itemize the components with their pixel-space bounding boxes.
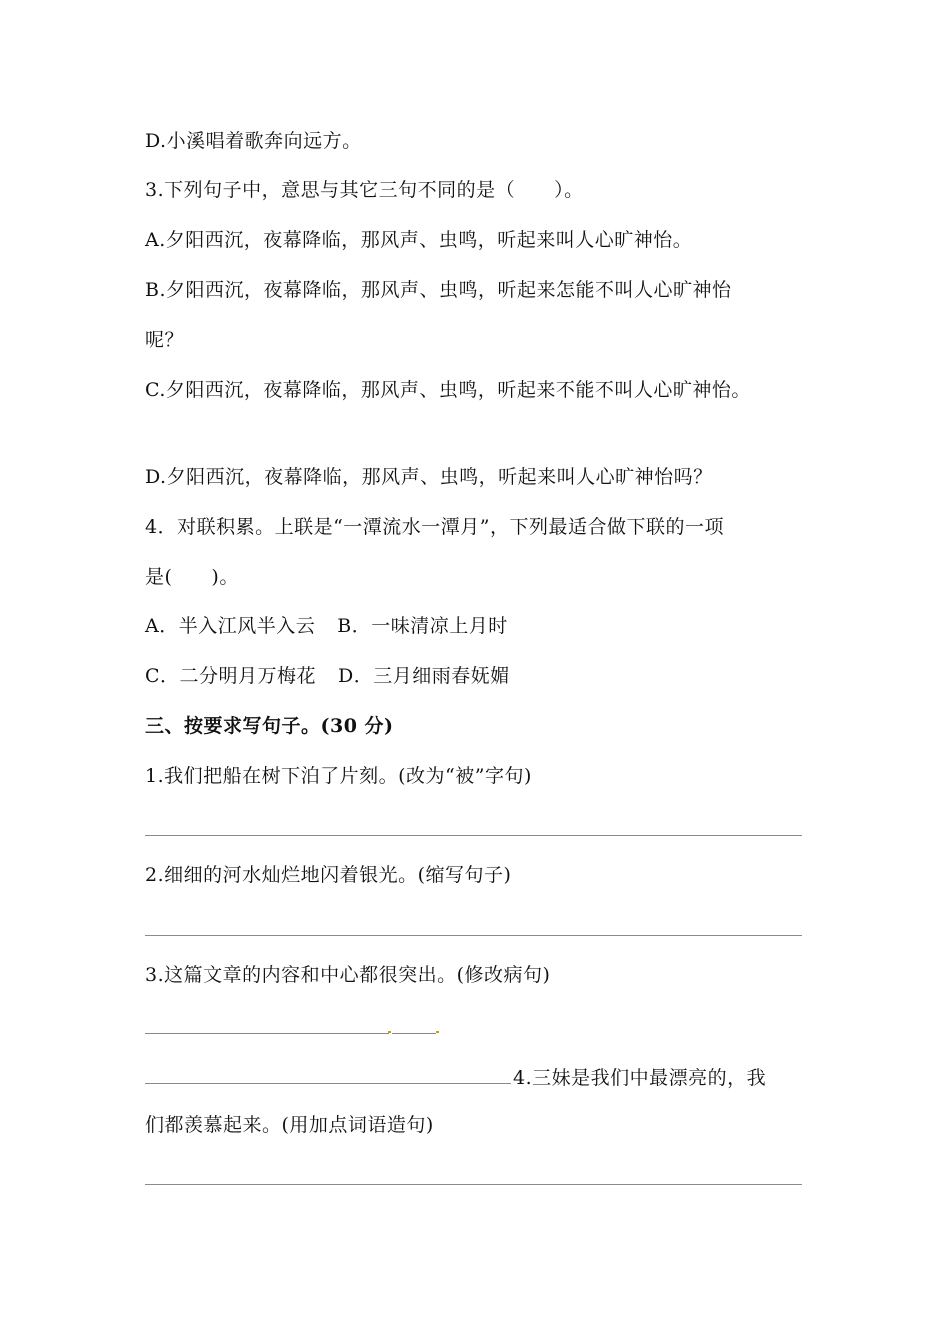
q4-options-row1	[145, 614, 508, 638]
edit-mark	[436, 1031, 439, 1033]
q4-option-d: D．三月细雨春妩媚	[338, 665, 510, 687]
q4-option-a: A．半入江风半入云	[145, 615, 316, 637]
q3-option-b-line1: B.夕阳西沉，夜幕降临，那风声、虫鸣，听起来怎能不叫人心旷神怡	[145, 279, 732, 301]
q4-option-b: B．一味清凉上月时	[337, 615, 508, 637]
q4-option-c: C．二分明月万梅花	[145, 665, 317, 687]
q3-option-c: C.夕阳西沉，夜幕降临，那风声、虫鸣，听起来不能不叫人心旷神怡。	[145, 379, 751, 401]
q3-option-a: A.夕阳西沉，夜幕降临，那风声、虫鸣，听起来叫人心旷神怡。	[145, 229, 693, 251]
section-3-item-1: 1.我们把船在树下泊了片刻。(改为“被”字句)	[145, 765, 532, 787]
answer-line-4[interactable]	[145, 1184, 802, 1185]
q3-stem: 3.下列句子中，意思与其它三句不同的是（ ）。	[145, 179, 584, 201]
section-3-item-2: 2.细细的河水灿烂地闪着银光。(缩写句子)	[145, 864, 512, 886]
edit-mark	[388, 1031, 391, 1033]
answer-line-1[interactable]	[145, 835, 802, 836]
q4-stem-line1: 4．对联积累。上联是“一潭流水一潭月”，下列最适合做下联的一项	[145, 516, 725, 538]
answer-line-3c[interactable]	[145, 1063, 511, 1084]
answer-line-3a[interactable]	[145, 1033, 389, 1034]
q3-option-d: D.夕阳西沉，夜幕降临，那风声、虫鸣，听起来叫人心旷神怡吗？	[145, 466, 713, 488]
q2-option-d: D.小溪唱着歌奔向远方。	[145, 130, 362, 152]
q4-options-row2	[145, 664, 510, 688]
q4-stem-line2: 是( )。	[145, 566, 239, 588]
section-3-item-3: 3.这篇文章的内容和中心都很突出。(修改病句)	[145, 964, 551, 986]
answer-line-3b[interactable]	[392, 1033, 436, 1034]
section-3-heading: 三、按要求写句子。(30 分)	[145, 715, 394, 737]
answer-line-2[interactable]	[145, 935, 802, 936]
section-3-item-4-text: 4.三妹是我们中最漂亮的，我	[513, 1067, 767, 1089]
section-3-item-4-line2: 们都羡慕起来。(用加点词语造句)	[145, 1114, 434, 1136]
section-3-item-4-line1	[145, 1063, 766, 1090]
q3-option-b-line2: 呢？	[145, 329, 185, 351]
